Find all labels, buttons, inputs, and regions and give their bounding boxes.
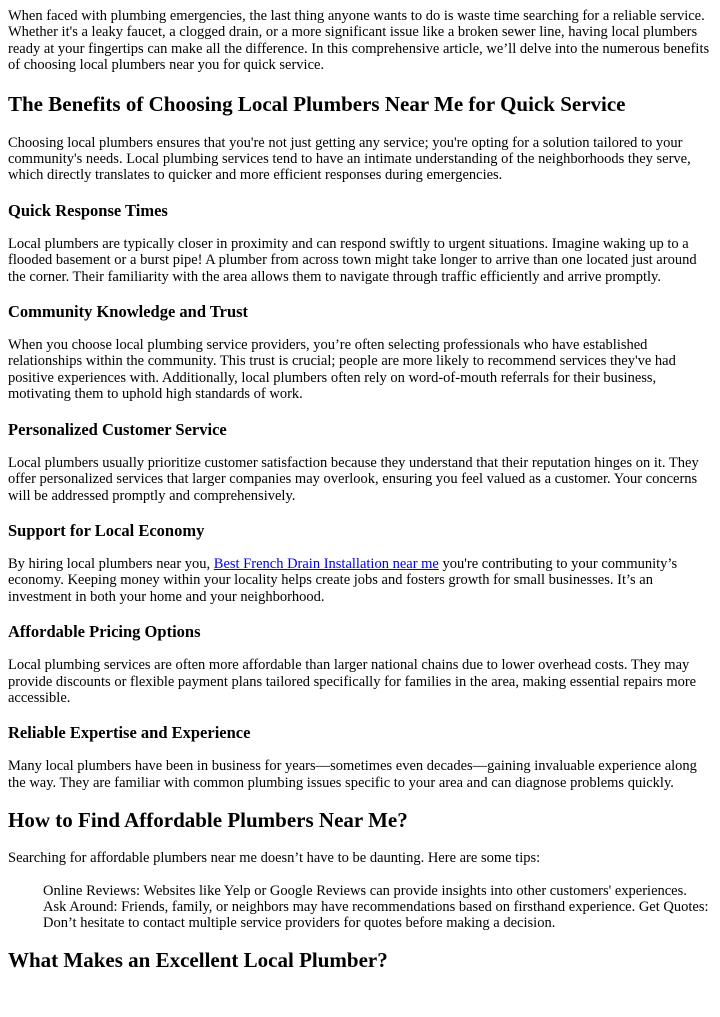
- quick-response-paragraph: Local plumbers are typically closer in proximity and can respond swiftly to urgent situations. Imagine waking up to a flooded basement or a burst pipe! A plumber from across town might take longer to arrive than one located just around the corner. Their familiarity with the area allows them to navigate through traffic efficiently and arrive promptly.: [8, 235, 697, 285]
- list-item: Don’t hesitate to contact multiple service providers for quotes before making a decision.: [43, 915, 556, 932]
- personalized-service-paragraph: Local plumbers usually prioritize customer satisfaction because they understand that their reputation hinges on it. They offer personalized services that larger companies may overlook, ensuring you feel valued as a customer. Your concerns will be addressed promptly and comprehensively.: [8, 454, 699, 504]
- heading-excellent-plumber: What Makes an Excellent Local Plumber?: [8, 947, 388, 972]
- affordable-pricing-paragraph: Local plumbing services are often more affordable than larger national chains due to lower overhead costs. They may provide discounts or flexible payment plans tailored specifically for families in the area, making essential repairs more accessible.: [8, 657, 697, 706]
- heading-affordable-pricing: Affordable Pricing Options: [8, 622, 201, 642]
- community-trust-paragraph: When you choose local plumbing service providers, you’re often selecting professionals who have established relationships within the community. This trust is crucial; people are more likely to recommend services they've had positive experiences with. Additionally, local plumbers often rely on word-of-mouth referrals for their business, motivating them to uphold high standards of work.: [8, 337, 676, 403]
- find-plumbers-paragraph: Searching for affordable plumbers near me doesn’t have to be daunting. Here are some tips:: [8, 850, 541, 867]
- french-drain-link[interactable]: Best French Drain Installation near me: [213, 555, 439, 572]
- heading-find-plumbers: How to Find Affordable Plumbers Near Me?: [8, 808, 408, 833]
- heading-quick-response: Quick Response Times: [8, 200, 168, 220]
- heading-community-trust: Community Knowledge and Trust: [8, 302, 249, 322]
- list-item: Online Reviews: Websites like Yelp or Google Reviews can provide insights into other customers' experiences.: [43, 882, 687, 899]
- list-item: Ask Around: Friends, family, or neighbors may have recommendations based on firsthand experience. Get Quotes:: [43, 898, 709, 915]
- heading-reliable-expertise: Reliable Expertise and Experience: [8, 723, 251, 743]
- reliable-expertise-paragraph: Many local plumbers have been in business for years—sometimes even decades—gaining invaluable experience along the way. They are familiar with common plumbing issues specific to your area and can diagnose problems quickly.: [8, 758, 697, 791]
- heading-local-economy: Support for Local Economy: [8, 520, 205, 540]
- heading-benefits: The Benefits of Choosing Local Plumbers Near Me for Quick Service: [8, 91, 626, 116]
- local-economy-text-start: By hiring local plumbers near you,: [8, 555, 214, 572]
- benefits-paragraph: Choosing local plumbers ensures that you're not just getting any service; you're opting for a solution tailored to your community's needs. Local plumbing services tend to have an intimate understanding of the neighborhoods they serve, which directly translates to quicker and more efficient responses during emergencies.: [8, 134, 691, 184]
- tips-list: [8, 883, 712, 932]
- intro-paragraph: When faced with plumbing emergencies, the last thing anyone wants to do is waste time searching for a reliable service. Whether it's a leaky faucet, a clogged drain, or a more significant issue like a broken sewer line, having local plumbers ready at your fingertips can make all the difference. In this comprehensive article, we’ll delve into the numerous benefits of choosing local plumbers near you for quick service.: [8, 8, 710, 74]
- local-economy-text-end: you're contributing to your community’s economy. Keeping money within your locality helps create jobs and fosters growth for small businesses. It’s an investment in both your home and your neighborhood.: [8, 555, 678, 605]
- local-economy-paragraph: [8, 556, 712, 605]
- heading-personalized-service: Personalized Customer Service: [8, 419, 227, 439]
